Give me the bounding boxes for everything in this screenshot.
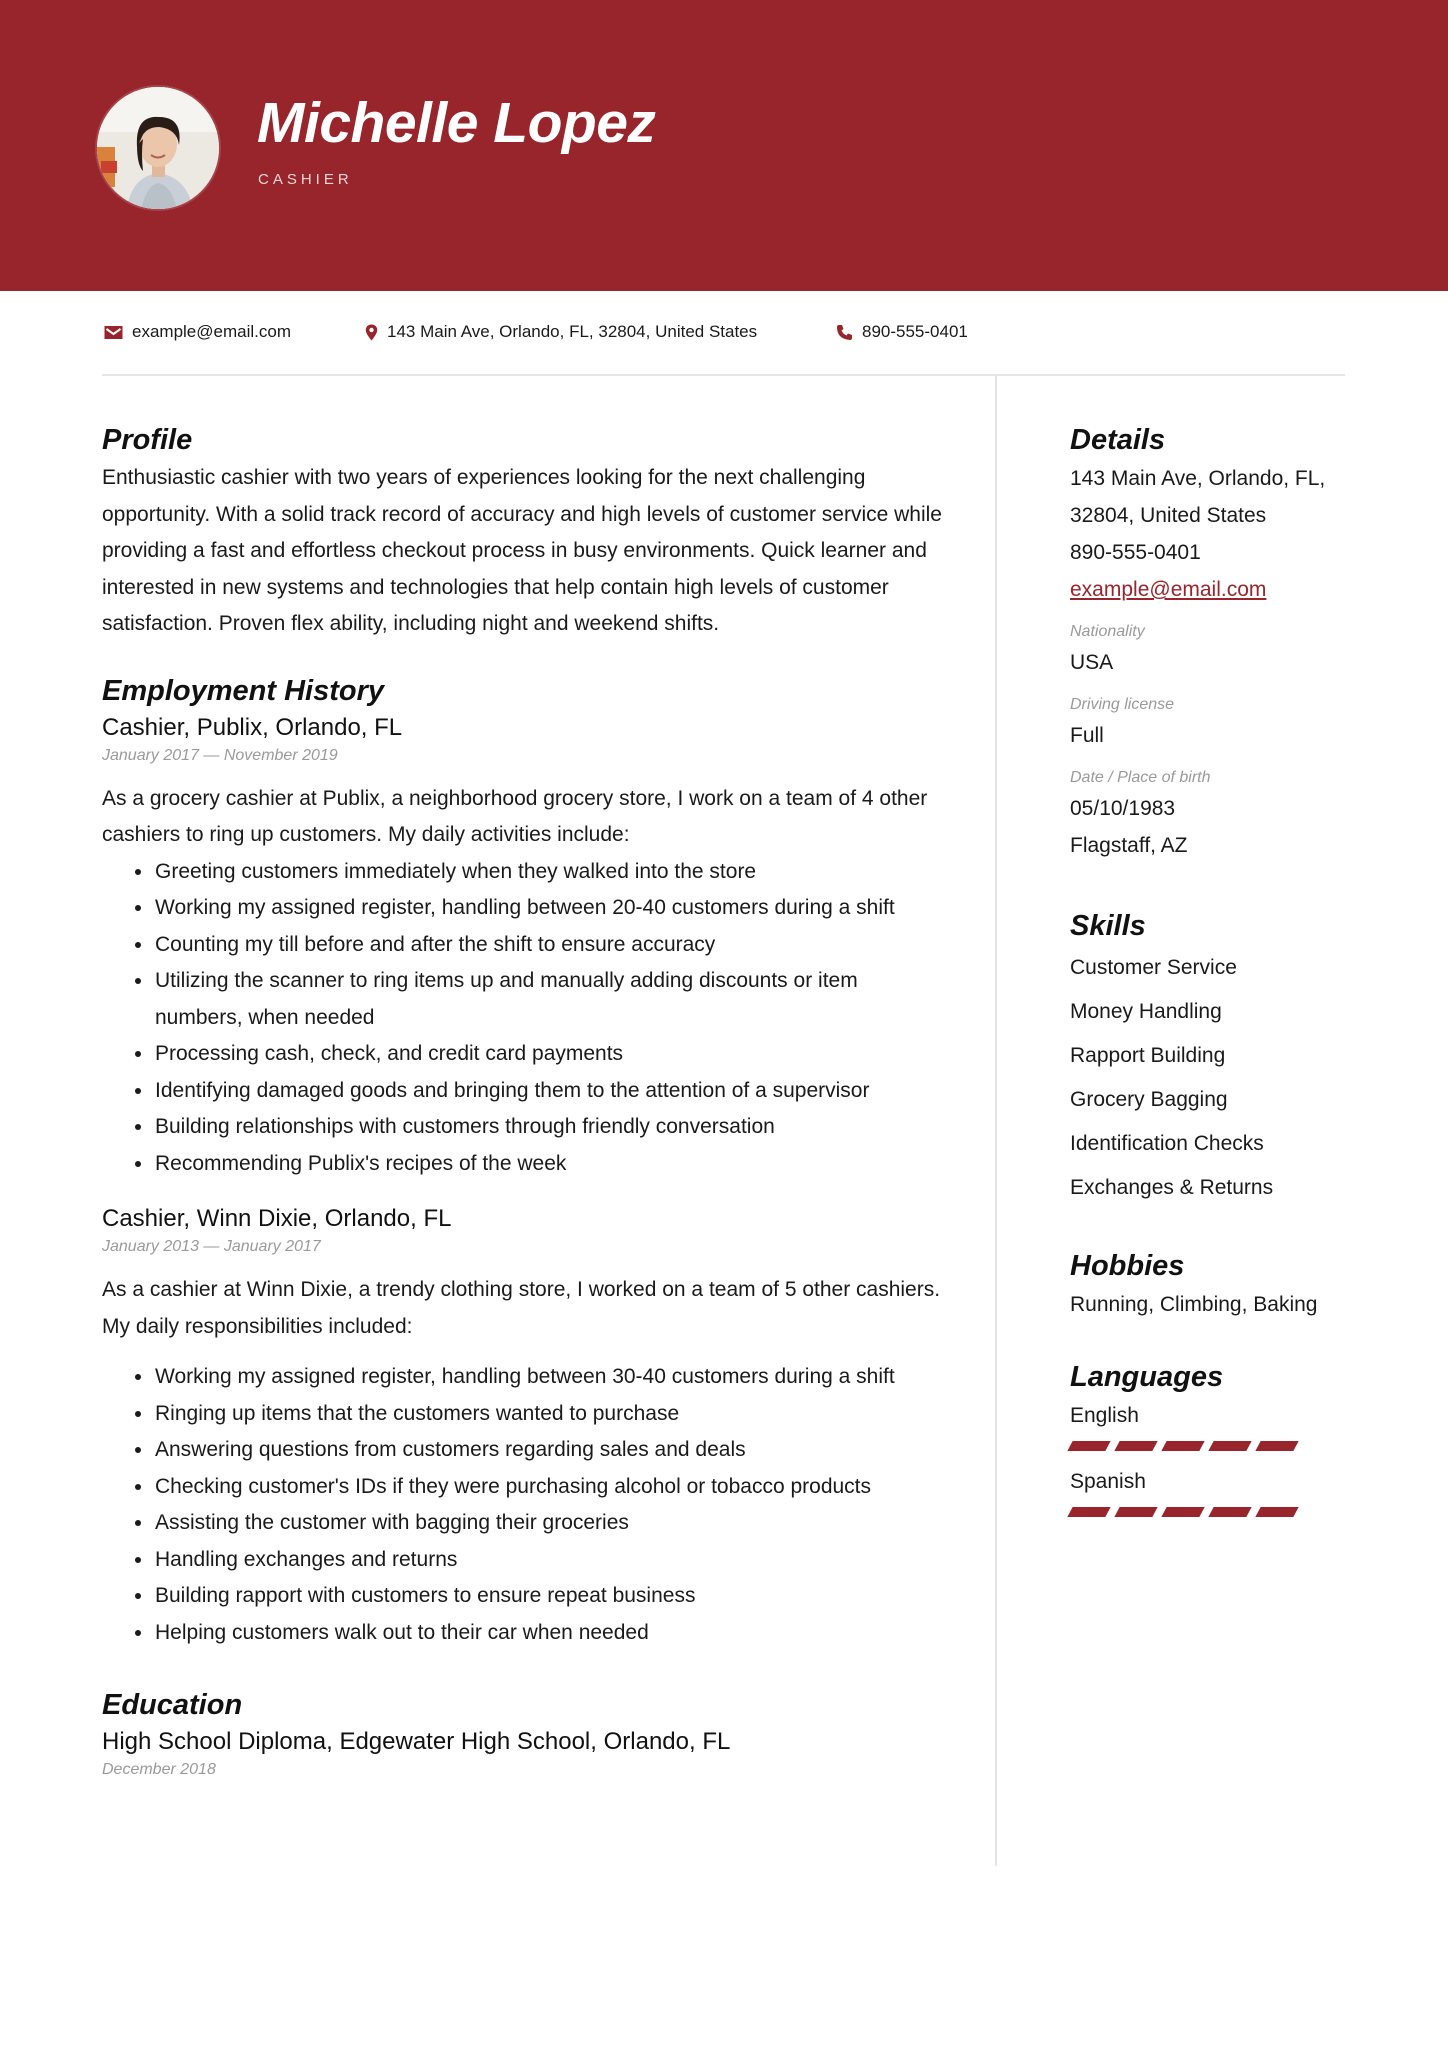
nationality-label: Nationality (1070, 623, 1145, 640)
language-level-segment (1067, 1441, 1110, 1451)
language-level-bar (1070, 1441, 1370, 1451)
candidate-job-title: CASHIER (258, 171, 353, 188)
language-level-segment (1114, 1441, 1157, 1451)
list-item: • Assisting the customer with bagging their groceries (154, 1505, 942, 1542)
education-dates: December 2018 (102, 1761, 216, 1778)
details-heading: Details (1070, 424, 1166, 456)
language-item (1070, 1463, 1370, 1517)
list-item: • Answering questions from customers regarding sales and deals (154, 1432, 942, 1469)
birth-date: 05/10/1983 (1070, 797, 1176, 820)
languages-section (1070, 1357, 1370, 1517)
details-phone: 890-555-0401 (1070, 541, 1201, 564)
profile-section (102, 420, 942, 643)
job-description: As a cashier at Winn Dixie, a trendy clothing store, I worked on a team of 5 other cashiers. My daily responsibilities included: (102, 1278, 941, 1338)
driving-license-value: Full (1070, 724, 1104, 747)
list-item: • Building relationships with customers through friendly conversation (154, 1109, 942, 1146)
language-level-bar (1070, 1507, 1370, 1517)
details-email-row (1070, 571, 1370, 608)
nationality-value: USA (1070, 651, 1114, 674)
language-name: Spanish (1070, 1470, 1146, 1493)
contact-phone[interactable] (836, 322, 968, 342)
language-level-segment (1208, 1507, 1251, 1517)
language-level-segment (1067, 1507, 1110, 1517)
job-dates: January 2017 — November 2019 (102, 746, 338, 764)
list-item: • Working my assigned register, handling between 30-40 customers during a shift (154, 1359, 942, 1396)
job-entry (102, 1202, 942, 1651)
horizontal-divider (102, 374, 1345, 376)
list-item: • Helping customers walk out to their car when needed (154, 1615, 942, 1652)
employment-section (102, 671, 942, 1652)
profile-photo (97, 87, 219, 209)
skill-item: Exchanges & Returns (1070, 1176, 1274, 1199)
list-item: • Checking customer's IDs if they were purchasing alcohol or tobacco products (154, 1469, 942, 1506)
driving-license-label: Driving license (1070, 696, 1175, 713)
header-banner (0, 0, 1448, 291)
profile-text: Enthusiastic cashier with two years of experiences looking for the next challenging opportunity. With a solid track record of accuracy and high levels of customer service while providing a fast and effortless checkout process in busy environments. Quick learner and interested in new systems and technologies that help contain high levels of customer satisfaction. Proven flex ability, including night and weekend shifts. (102, 466, 942, 635)
list-item: • Ringing up items that the customers wanted to purchase (154, 1396, 942, 1433)
job-title: Cashier, Winn Dixie, Orlando, FL (102, 1205, 452, 1232)
birth-label: Date / Place of birth (1070, 769, 1211, 786)
contact-address-text: 143 Main Ave, Orlando, FL, 32804, United States (387, 322, 758, 341)
list-item: • Identifying damaged goods and bringing them to the attention of a supervisor (154, 1073, 942, 1110)
language-level-segment (1114, 1507, 1157, 1517)
hobbies-heading: Hobbies (1070, 1250, 1185, 1282)
list-item: • Recommending Publix's recipes of the week (154, 1146, 942, 1183)
details-address-line1: 143 Main Ave, Orlando, FL, (1070, 467, 1326, 490)
profile-heading: Profile (102, 424, 193, 456)
side-column (1070, 420, 1370, 1517)
contact-row (0, 322, 1448, 352)
skill-item: Identification Checks (1070, 1132, 1264, 1155)
employment-heading: Employment History (102, 674, 384, 707)
hobbies-text: Running, Climbing, Baking (1070, 1293, 1318, 1316)
hobbies-section (1070, 1246, 1370, 1323)
skill-item: Rapport Building (1070, 1044, 1226, 1067)
skill-item: Grocery Bagging (1070, 1088, 1228, 1111)
language-level-segment (1161, 1441, 1204, 1451)
language-level-segment (1255, 1507, 1298, 1517)
job-bullets (102, 854, 942, 1183)
map-pin-icon (365, 324, 378, 341)
details-email-link[interactable]: example@email.com (1070, 578, 1267, 601)
list-item: • Utilizing the scanner to ring items up and manually adding discounts or item numbers, when needed (154, 963, 942, 1036)
language-item (1070, 1397, 1370, 1451)
job-title: Cashier, Publix, Orlando, FL (102, 713, 403, 741)
details-address-line2: 32804, United States (1070, 504, 1267, 527)
details-section (1070, 420, 1370, 864)
skill-item: Customer Service (1070, 956, 1237, 979)
list-item: • Building rapport with customers to ensure repeat business (154, 1578, 942, 1615)
language-level-segment (1208, 1441, 1251, 1451)
contact-phone-text[interactable]: 890-555-0401 (862, 322, 968, 341)
education-heading: Education (102, 1689, 243, 1721)
contact-address (365, 322, 757, 342)
education-title: High School Diploma, Edgewater High School, Orlando, FL (102, 1728, 731, 1755)
skills-heading: Skills (1070, 910, 1146, 942)
envelope-icon (104, 325, 123, 340)
job-description: As a grocery cashier at Publix, a neighborhood grocery store, I work on a team of 4 other cashiers to ring up customers. My daily activities include: (102, 786, 928, 846)
language-level-segment (1161, 1507, 1204, 1517)
candidate-name: Michelle Lopez (257, 91, 656, 155)
main-column (102, 420, 942, 1781)
contact-email[interactable] (104, 322, 291, 342)
skill-item: Money Handling (1070, 1000, 1222, 1023)
contact-email-text[interactable]: example@email.com (132, 322, 291, 341)
avatar (97, 87, 219, 209)
list-item: • Counting my till before and after the shift to ensure accuracy (154, 927, 942, 964)
job-entry (102, 711, 942, 1183)
languages-heading: Languages (1070, 1361, 1224, 1393)
language-name: English (1070, 1404, 1139, 1427)
job-bullets (102, 1359, 942, 1651)
list-item: • Working my assigned register, handling between 20-40 customers during a shift (154, 890, 942, 927)
phone-icon (836, 324, 853, 341)
birth-place: Flagstaff, AZ (1070, 834, 1188, 857)
list-item: • Handling exchanges and returns (154, 1542, 942, 1579)
job-dates: January 2013 — January 2017 (102, 1238, 321, 1255)
language-level-segment (1255, 1441, 1298, 1451)
education-section (102, 1685, 942, 1781)
vertical-divider (995, 376, 997, 1866)
list-item: • Greeting customers immediately when they walked into the store (154, 854, 942, 891)
list-item: • Processing cash, check, and credit card payments (154, 1036, 942, 1073)
skills-section (1070, 906, 1370, 1210)
